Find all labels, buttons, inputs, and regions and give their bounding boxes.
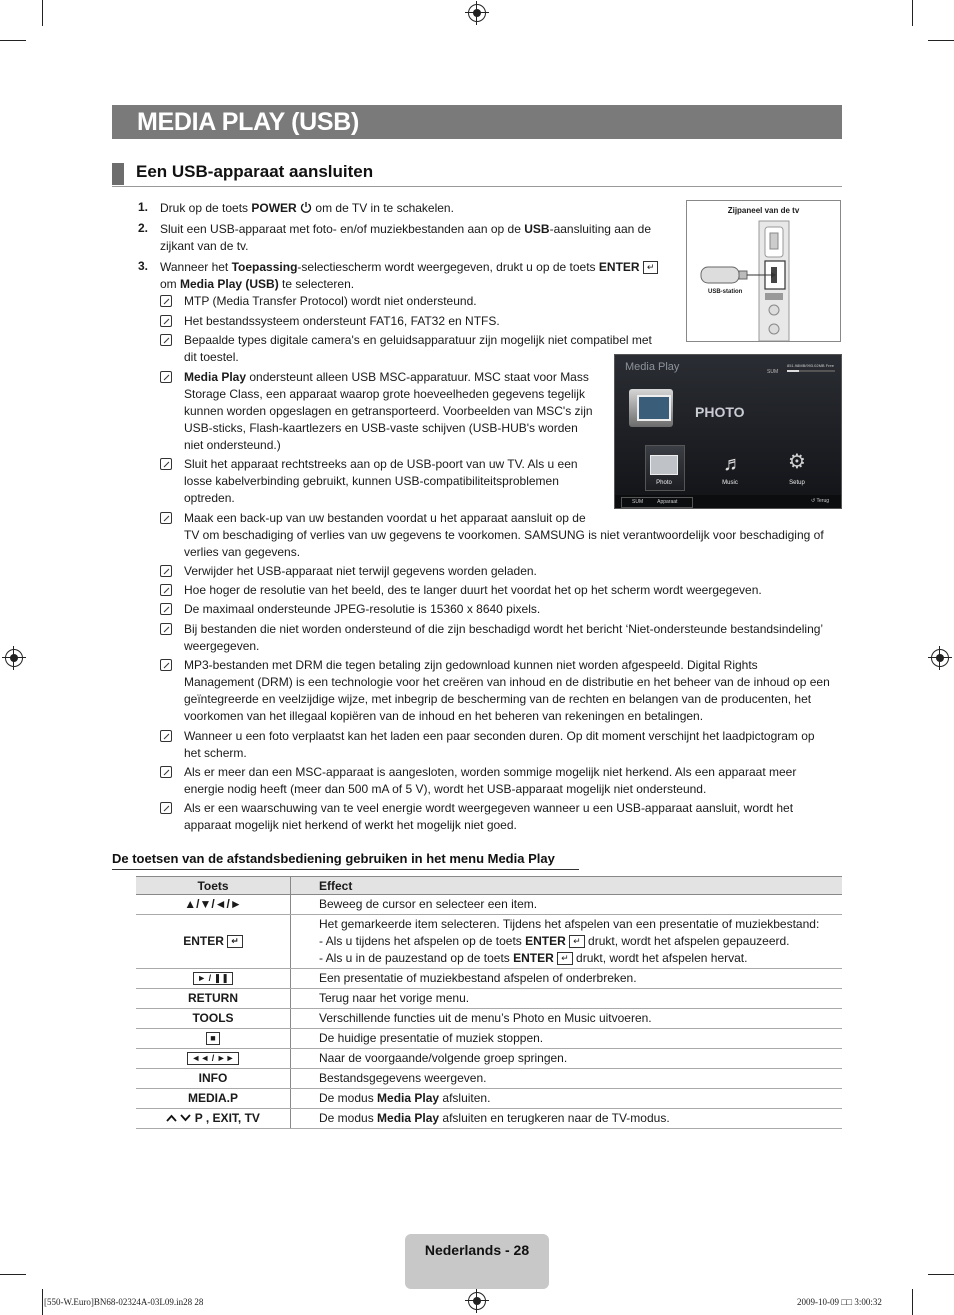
crop-mark: [912, 0, 913, 26]
crop-mark: [0, 1274, 26, 1275]
note-icon: [160, 623, 172, 635]
registration-mark-icon: [931, 649, 949, 667]
note-icon: [160, 334, 172, 346]
table-row: [136, 1049, 842, 1069]
effect-cell: Het gemarkeerde item selecteren. Tijdens het afspelen van een presentatie of muziekbestand: - Als u tijdens het afspelen op de toets ENTER ↵ drukt, wordt het afspelen gepauzeerd. - Als u in de pauzestand op de toets ENTER ↵ drukt, wordt het afspelen hervat.: [291, 915, 843, 969]
key-cell: MEDIA.P: [136, 1089, 291, 1109]
page-label: Nederlands - 28: [424, 1242, 530, 1258]
chevron-up-icon: [166, 1114, 177, 1122]
note-icon: [160, 802, 172, 814]
setup-gear-icon: ⚙: [788, 451, 806, 473]
table-row: [136, 1089, 842, 1109]
note-icon: [160, 565, 172, 577]
table-row: [136, 1009, 842, 1029]
side-panel-label: Zijpaneel van de tv: [727, 206, 800, 215]
column-header-effect: Effect: [291, 877, 843, 895]
note-icon: [160, 659, 172, 671]
usb-connection-figure: [686, 200, 841, 342]
crop-mark: [0, 40, 26, 41]
effect-cell: Bestandsgegevens weergeven.: [291, 1069, 843, 1089]
usb-station-label: USB-station: [708, 289, 743, 295]
remote-keys-table: [136, 876, 842, 1129]
file-reference: [550-W.Euro]BN68-02324A-03L09.in28 28: [44, 1297, 204, 1307]
media-play-screen: [614, 354, 842, 509]
key-cell: TOOLS: [136, 1009, 291, 1029]
stop-icon: ■: [206, 1032, 219, 1045]
note-icon: [160, 584, 172, 596]
music-icon: ♬: [723, 453, 743, 475]
note-icon: [160, 458, 172, 470]
note-icon: [160, 512, 172, 524]
table-row: [136, 1029, 842, 1049]
key-cell: [136, 1049, 291, 1069]
key-cell: P , EXIT, TV: [136, 1109, 291, 1129]
key-cell: ▲/▼/◄/►: [136, 895, 291, 915]
table-row: [136, 1109, 842, 1129]
step-2-text: Sluit een USB-apparaat met foto- en/of muziekbestanden aan op de USB-aansluiting aan de zijkant van de tv.: [160, 222, 651, 253]
step-3-text: Wanneer het Toepassing-selectiescherm wordt weergegeven, drukt u op de toets ENTER ↵ om Media Play (USB) te selecteren.: [160, 259, 658, 293]
power-icon: [300, 201, 312, 213]
title-bar: [112, 105, 842, 139]
step-1-text: Druk op de toets POWER om de TV in te schakelen.: [160, 201, 454, 215]
crop-mark: [928, 40, 954, 41]
key-cell: [136, 1029, 291, 1049]
section-rule: [112, 186, 842, 187]
effect-cell: De modus Media Play afsluiten.: [291, 1089, 843, 1109]
remote-heading-rule: [112, 869, 579, 870]
page-number-tab: [405, 1234, 549, 1289]
note-icon: [160, 766, 172, 778]
menu-item-photo[interactable]: Photo: [656, 480, 672, 486]
section-title: Een USB-apparaat aansluiten: [136, 162, 374, 181]
effect-cell: De huidige presentatie of muziek stoppen.: [291, 1029, 843, 1049]
table-row: [136, 895, 842, 915]
play-pause-icon: ► / ❚❚: [193, 972, 233, 985]
key-cell: INFO: [136, 1069, 291, 1089]
device-label: SUM: [767, 369, 779, 375]
registration-mark-icon: [5, 649, 23, 667]
rewind-forward-icon: ◄◄ / ►►: [187, 1052, 238, 1065]
key-cell: ENTER ↵: [136, 915, 291, 969]
crop-mark: [42, 1289, 43, 1315]
effect-cell: Beweeg de cursor en selecteer een item.: [291, 895, 843, 915]
effect-cell: Naar de voorgaande/volgende groep springen.: [291, 1049, 843, 1069]
step-number: 1.: [138, 200, 149, 214]
device-bar: SUM Apparaat: [621, 497, 693, 508]
note-icon: [160, 371, 172, 383]
crop-mark: [928, 1274, 954, 1275]
table-row: [136, 1069, 842, 1089]
key-cell: [136, 969, 291, 989]
column-header-key: Toets: [136, 877, 291, 895]
note-icon: [160, 315, 172, 327]
key-cell: RETURN: [136, 989, 291, 1009]
photo-big-label: PHOTO: [695, 404, 745, 420]
effect-cell: De modus Media Play afsluiten en terugkeren naar de TV-modus.: [291, 1109, 843, 1129]
enter-icon: ↵: [227, 935, 243, 948]
table-row: [136, 969, 842, 989]
section-marker: [112, 163, 124, 185]
page-title: MEDIA PLAY (USB): [137, 108, 360, 136]
note-icon: [160, 730, 172, 742]
registration-mark-icon: [468, 1292, 486, 1310]
table-header-row: [136, 877, 842, 895]
remote-heading: De toetsen van de afstandsbediening gebruiken in het menu Media Play: [112, 851, 555, 866]
step-number: 3.: [138, 259, 149, 273]
enter-icon: ↵: [557, 952, 573, 965]
note-icon: [160, 295, 172, 307]
table-row: [136, 989, 842, 1009]
enter-icon: ↵: [643, 261, 659, 274]
crop-mark: [42, 0, 43, 26]
tv-side-panel-icon: [687, 217, 840, 341]
effect-cell: Terug naar het vorige menu.: [291, 989, 843, 1009]
table-row: [136, 915, 842, 969]
effect-cell: Verschillende functies uit de menu’s Photo en Music uitvoeren.: [291, 1009, 843, 1029]
screen-title: Media Play: [625, 361, 680, 373]
enter-icon: ↵: [569, 935, 585, 948]
print-date: 2009-10-09 □□ 3:00:32: [797, 1297, 882, 1307]
note-icon: [160, 603, 172, 615]
menu-item-setup[interactable]: Setup: [789, 480, 805, 486]
effect-cell: Een presentatie of muziekbestand afspelen of onderbreken.: [291, 969, 843, 989]
chevron-down-icon: [180, 1114, 191, 1122]
storage-label: 851.98MB/993.02MB Free: [787, 363, 834, 368]
crop-mark: [912, 1289, 913, 1315]
step-number: 2.: [138, 221, 149, 235]
back-button[interactable]: ↺ Terug: [811, 498, 830, 504]
registration-mark-icon: [468, 4, 486, 22]
menu-item-music[interactable]: Music: [722, 480, 738, 486]
photo-icon: [650, 455, 678, 475]
